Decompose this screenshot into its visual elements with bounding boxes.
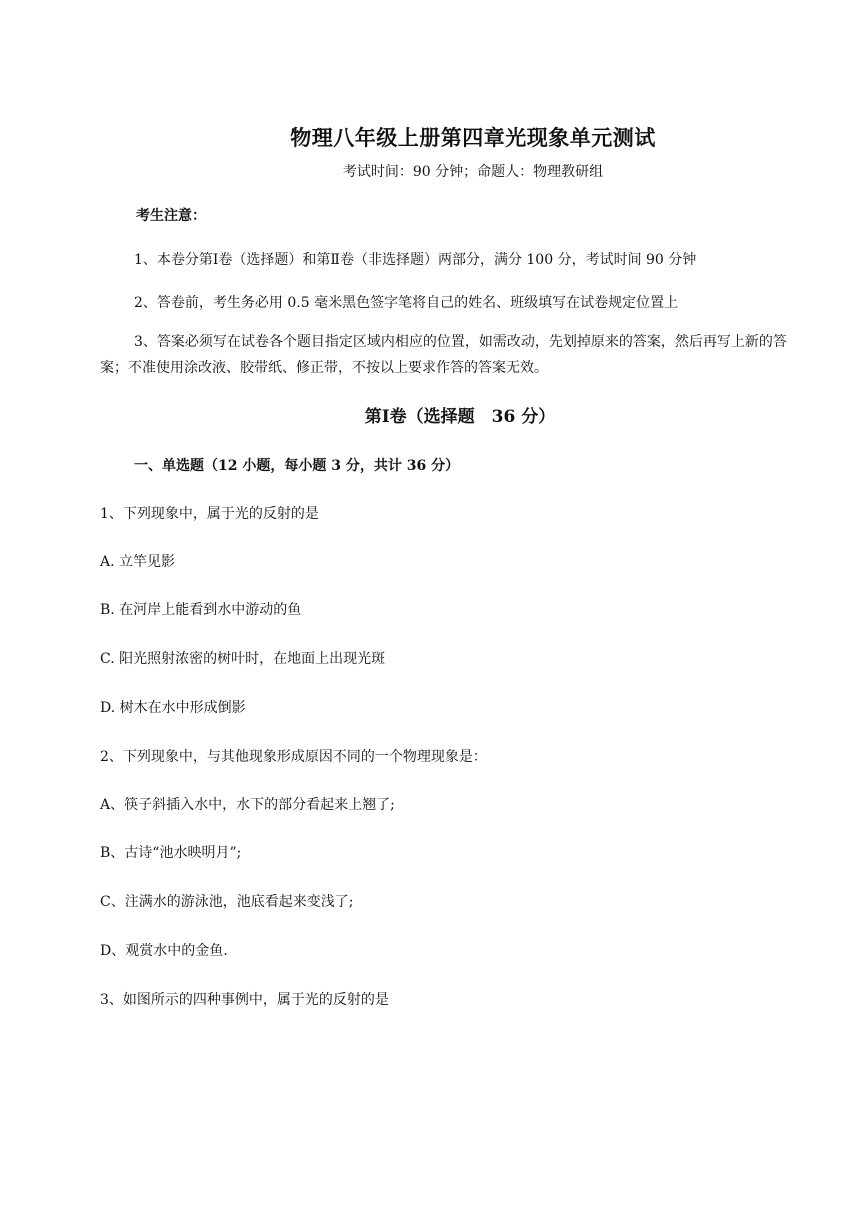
- notice-item-1: 1、本卷分第Ⅰ卷（选择题）和第Ⅱ卷（非选择题）两部分，满分 100 分，考试时间 90 分钟: [134, 252, 697, 268]
- question-2-option-a: A、筷子斜插入水中，水下的部分看起来上翘了;: [100, 797, 395, 813]
- question-2-option-d: D、观赏水中的金鱼.: [100, 943, 228, 959]
- notice-item-3: 3、答案必须写在试卷各个题目指定区域内相应的位置，如需改动，先划掉原来的答案，然后再写上新的答案；不准使用涂改液、胶带纸、修正带，不按以上要求作答的答案无效。: [100, 334, 787, 376]
- question-1-option-b: B. 在河岸上能看到水中游动的鱼: [100, 602, 302, 618]
- notice-heading: 考生注意：: [136, 208, 206, 224]
- page-title: 物理八年级上册第四章光现象单元测试: [290, 125, 656, 150]
- question-group-heading: 一、单选题（12 小题，每小题 3 分，共计 36 分）: [134, 458, 460, 474]
- question-1-stem: 1、下列现象中，属于光的反射的是: [100, 506, 319, 522]
- question-2-option-b: B、古诗“池水映明月”;: [100, 845, 242, 861]
- exam-info: 考试时间：90 分钟；命题人：物理教研组: [342, 164, 604, 180]
- question-2-stem: 2、下列现象中，与其他现象形成原因不同的一个物理现象是：: [100, 749, 487, 765]
- notice-item-2: 2、答卷前，考生务必用 0.5 毫米黑色签字笔将自己的姓名、班级填写在试卷规定位置上: [134, 295, 679, 311]
- section-title: 第Ⅰ卷（选择题 36 分）: [364, 407, 556, 427]
- question-1-option-c: C. 阳光照射浓密的树叶时，在地面上出现光斑: [100, 651, 386, 667]
- question-3-stem: 3、如图所示的四种事例中，属于光的反射的是: [100, 992, 389, 1008]
- question-1-option-a: A. 立竿见影: [100, 554, 176, 570]
- question-2-option-c: C、注满水的游泳池，池底看起来变浅了;: [100, 894, 354, 910]
- question-1-option-d: D. 树木在水中形成倒影: [100, 700, 246, 716]
